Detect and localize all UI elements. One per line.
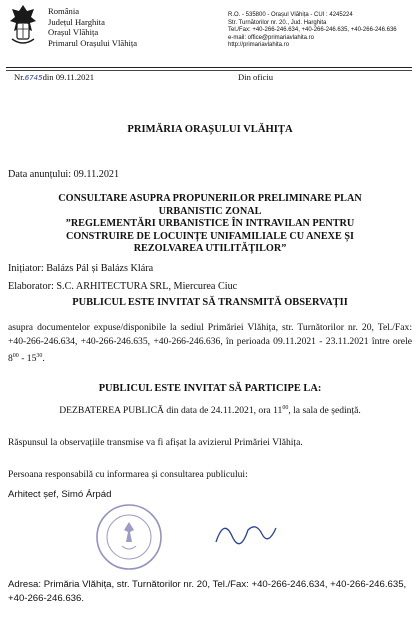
page-title: PRIMĂRIA ORAȘULUI VLĂHIȚA [127, 124, 293, 135]
consultation-heading [14, 193, 406, 256]
contact-line: http://primariavlahita.ro [228, 42, 290, 49]
elaborator: Elaborator: S.C. ARHITECTURA SRL, Miercurea Ciuc [8, 281, 238, 292]
announcement-date: Data anunțului: 09.11.2021 [8, 169, 120, 180]
number-prefix: Nr. [14, 72, 25, 82]
registration-number [14, 72, 94, 82]
office-mention: Din oficiu [238, 72, 274, 82]
public-participate-heading: PUBLICUL ESTE INVITAT SĂ PARTICIPE LA: [98, 383, 322, 394]
address-footer: Adresa: Primăria Vlăhița, str. Turnătorilor nr. 20, Tel./Fax: +40-266-246.634, +40-266-246.635, +40-266-246.636. [8, 579, 407, 604]
documents-text: asupra documentelor expuse/disponibile la sediul Primăriei Vlăhița, str. Turnătorilor nr. 20, Tel./Fax: +40-266-246.634, +40-266-246.635, +40-266-246.636, în perioada 09.11.2021 - 23.11.2021 între orele 8 [8, 322, 412, 365]
official-stamp-icon [94, 502, 164, 572]
contact-line: R.O. - 535800 - Orașul Vlăhița - CUI : 4245224 [228, 12, 353, 18]
responsible-person-label: Persoana responsabilă cu informarea și consultarea publicului: [8, 469, 248, 480]
documents-paragraph [8, 321, 412, 367]
institution-header [48, 6, 137, 48]
coat-of-arms-icon [8, 3, 38, 47]
header-divider [6, 67, 412, 68]
contact-header [228, 12, 397, 50]
header-divider-thin [6, 70, 412, 71]
public-observations-heading: PUBLICUL ESTE INVITAT SĂ TRANSMITĂ OBSERVAȚII [72, 297, 348, 308]
consultation-line: CONSTRUIRE DE LOCUINȚE UNIFAMILIALE CU ANEXE ȘI [66, 230, 354, 242]
public-debate-line [8, 405, 412, 416]
contact-line: Tel./Fax: +40-266-246.634, +40-266-246.635, +40-266-246.636 [228, 27, 397, 34]
chief-architect: Arhitect șef, Simó Árpád [8, 489, 112, 500]
debate-location: , la sala de ședință. [288, 405, 361, 417]
hour-separator: - 15 [18, 353, 37, 365]
registration-date: din 09.11.2021 [42, 72, 95, 82]
consultation-line: ”REGLEMENTĂRI URBANISTICE ÎN INTRAVILAN PENTRU [65, 218, 355, 230]
contact-line: e-mail: office@primariavlahita.ro [228, 34, 315, 41]
header-line: Județul Harghita [48, 16, 105, 27]
header-line: Primarul Orașului Vlăhița [48, 37, 138, 48]
debate-minutes: 00 [282, 405, 289, 411]
consultation-line: URBANISTIC ZONAL [158, 205, 262, 217]
period: . [42, 353, 45, 365]
hour-end-minutes: 30 [36, 353, 43, 360]
initiator: Inițiator: Balázs Pál și Balázs Klára [8, 263, 154, 274]
header-line: Orașul Vlăhița [48, 27, 99, 38]
response-note: Răspunsul la observațiile transmise va fi afișat la avizierul Primăriei Vlăhița. [8, 437, 303, 448]
consultation-line: REZOLVAREA UTILITĂȚILOR” [133, 243, 287, 255]
handwritten-number: 6745 [24, 74, 43, 82]
header-line: România [48, 6, 80, 16]
signature-icon [210, 512, 280, 552]
debate-text: DEZBATEREA PUBLICĂ din data de 24.11.2021, ora 11 [59, 405, 283, 417]
consultation-line: CONSULTARE ASUPRA PROPUNERILOR PRELIMINARE PLAN [58, 193, 362, 204]
contact-line: Str. Turnătorilor nr. 20., Jud. Harghita [228, 19, 327, 26]
hour-start-minutes: 00 [12, 353, 19, 360]
